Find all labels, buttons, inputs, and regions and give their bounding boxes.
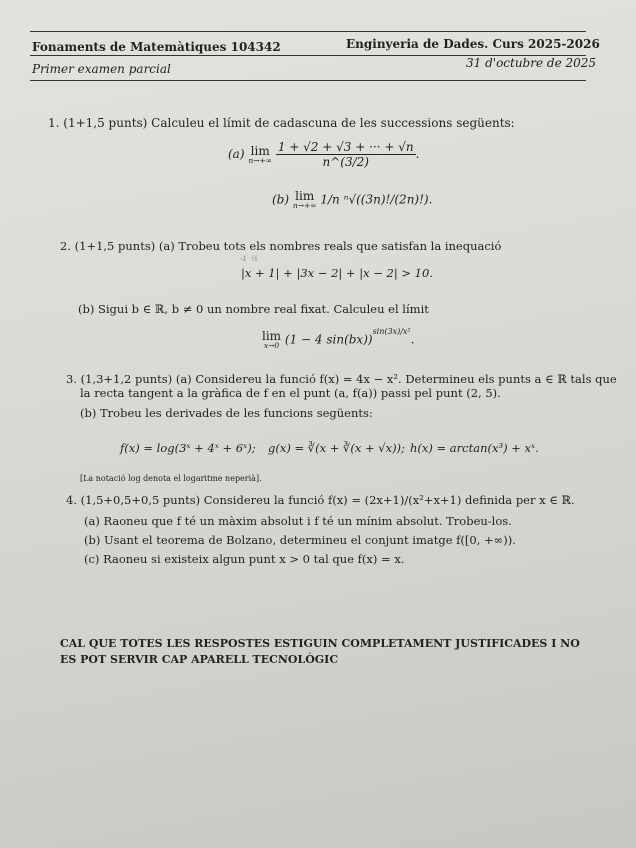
problem-3b-statement: (b) Trobeu les derivades de les funcions següents: [80,406,373,420]
problem-1-statement: 1. (1+1,5 punts) Calculeu el límit de cadascuna de les successions següents: [48,116,515,130]
justification-footer: CAL QUE TOTES LES RESPOSTES ESTIGUIN COMPLETAMENT JUSTIFICADES I NO ES POT SERVIR CAP APARELL TECNOLÒGIC [60,637,580,666]
problem-2-statement: 2. (1+1,5 punts) (a) Trobeu tots els nombres reals que satisfan la inequació [60,239,502,253]
handwritten-mark: -1 ½ [240,255,259,263]
degree-title: Enginyeria de Dades. Curs 2025-2026 [346,37,600,51]
course-title: Fonaments de Matemàtiques 104342 [32,40,281,54]
function-g-cuberoot: g(x) = ∛(x + ∛(x + √x)); [268,441,405,455]
exam-title: Primer examen parcial [32,62,171,76]
limit-operator: lim x→0 [262,329,282,350]
problem-4a: (a) Raoneu que f té un màxim absolut i f té un mínim absolut. Trobeu-los. [84,514,512,528]
problem-4c: (c) Raoneu si existeix algun punt x > 0 tal que f(x) = x. [84,552,405,566]
limit-operator: lim n→+∞ [292,189,317,210]
log-notation-note: [La notació log denota el logaritme neperià]. [80,474,262,483]
problem-4-statement: 4. (1,5+0,5+0,5 punts) Considereu la funció f(x) = (2x+1)/(x²+x+1) definida per x ∈ ℝ. [66,493,575,507]
problem-3-statement-line2: la recta tangent a la gràfica de f en el punt (a, f(a)) passi pel punt (2, 5). [80,386,501,400]
problem-3-statement-line1: 3. (1,3+1,2 punts) (a) Considereu la funció f(x) = 4x − x². Determineu els punts a ∈ ℝ tals que [66,372,617,386]
limit-operator: lim n→+∞ [248,143,273,165]
problem-1b-formula: (b) lim n→+∞ 1/n ⁿ√((3n)!/(2n)!). [272,189,433,210]
problem-2a-inequation: |x + 1| + |3x − 2| + |x − 2| > 10. [241,266,433,280]
problem-2b-statement: (b) Sigui b ∈ ℝ, b ≠ 0 un nombre real fixat. Calculeu el límit [78,302,429,316]
exam-date: 31 d'octubre de 2025 [466,56,597,70]
header-rule-top [30,31,586,32]
function-f-log: f(x) = log(3ˣ + 4ˣ + 6ˣ); [120,441,256,455]
header-rule-bottom [30,80,586,81]
problem-1a-formula: (a) lim n→+∞ $\frac{1 + √2 + √3 + \cdot\cdot\cdot + √n}{n\^{}(3/2)}$ . [228,140,420,169]
fraction: $\frac{1 + √2 + √3 + \cdot\cdot\cdot + √n}{n\^{}(3/2)}$ [277,140,414,169]
problem-4b: (b) Usant el teorema de Bolzano, determineu el conjunt imatge f([0, +∞)). [84,533,516,547]
function-h-arctan: h(x) = arctan(x³) + xˣ. [410,441,539,455]
problem-2b-limit: lim x→0 (1 − 4 sin(bx))$^{sin(3x)/x^2}$. [262,327,415,350]
